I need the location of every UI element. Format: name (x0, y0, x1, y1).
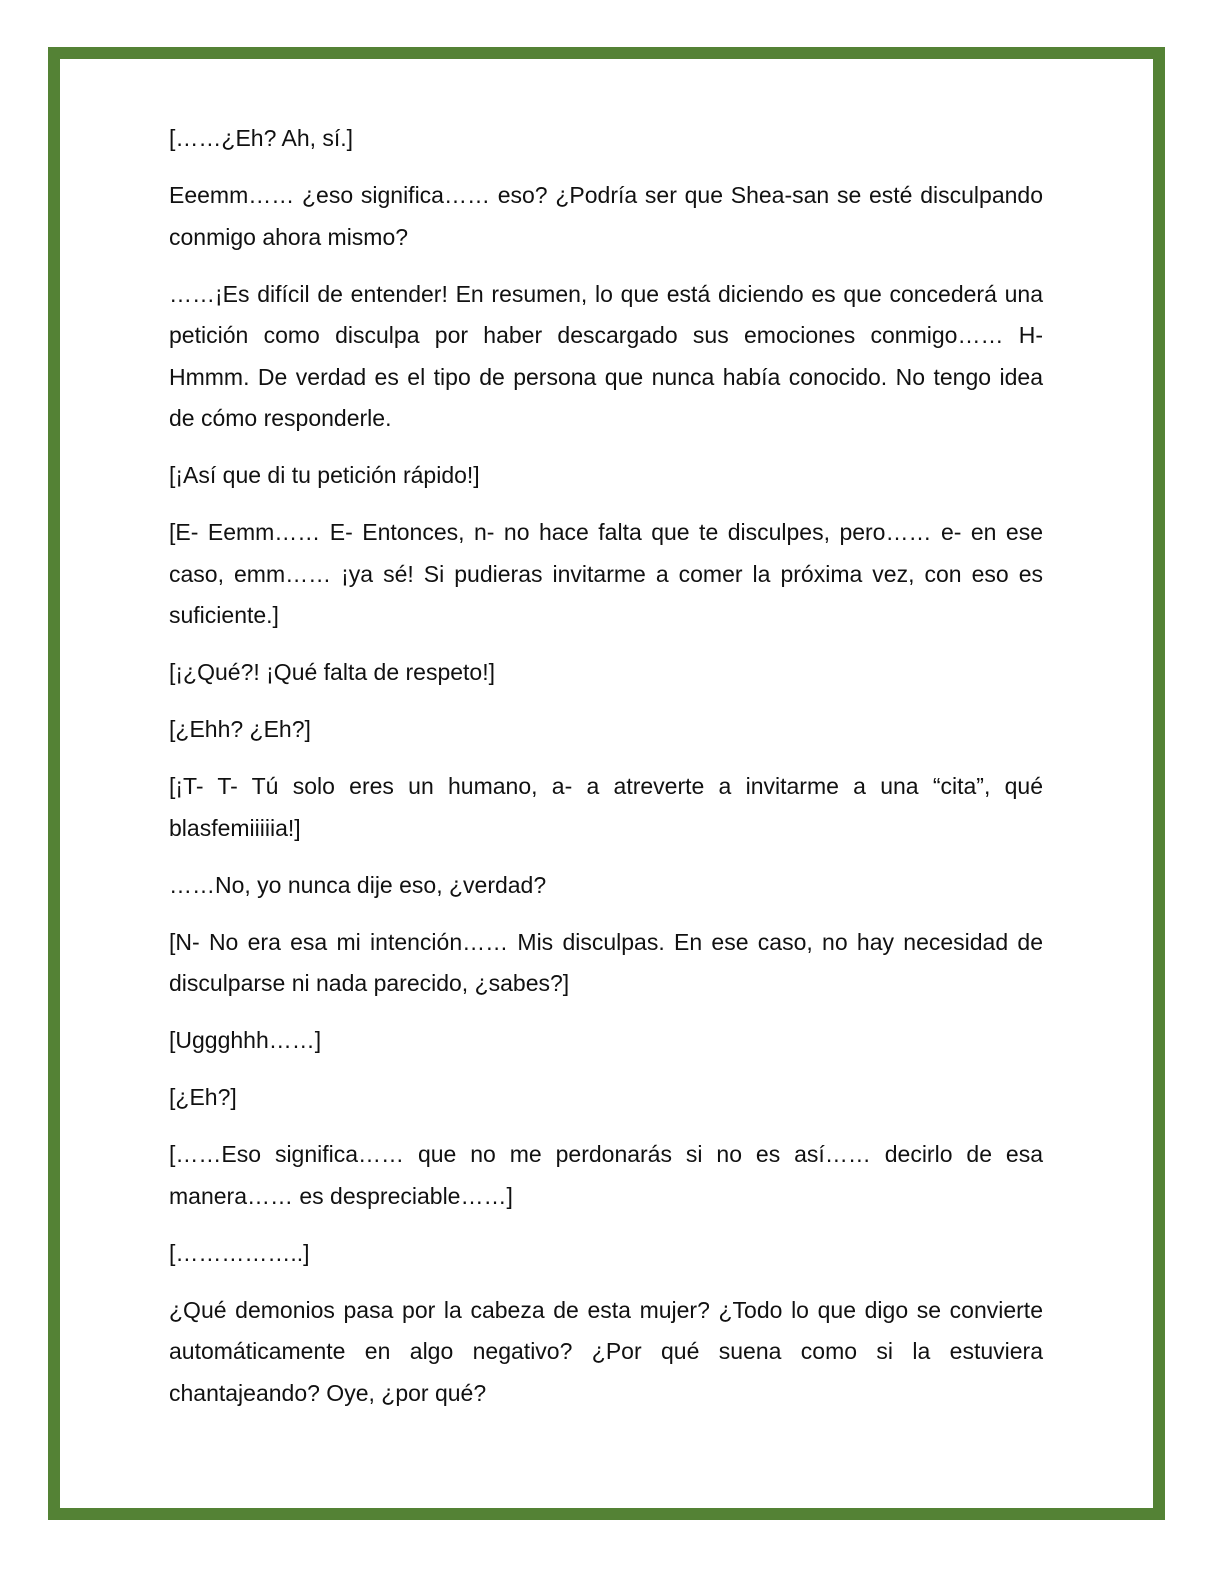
paragraph: [……¿Eh? Ah, sí.] (169, 125, 354, 151)
paragraph: [Uggghhh……] (169, 1027, 322, 1053)
paragraph: [¡T- T- Tú solo eres un humano, a- a atreverte a invitarme a una “cita”, qué blasfemiiiiia!] (169, 773, 1043, 841)
paragraph: ¿Qué demonios pasa por la cabeza de esta mujer? ¿Todo lo que digo se convierte automáticamente en algo negativo? ¿Por qué suena como si la estuviera chantajeando? Oye, ¿por qué? (169, 1296, 1043, 1406)
paragraph: [¡Así que di tu petición rápido!] (169, 462, 480, 488)
paragraph: [¡¿Qué?! ¡Qué falta de respeto!] (169, 659, 495, 685)
paragraph: [¿Eh?] (169, 1084, 237, 1110)
paragraph: [¿Ehh? ¿Eh?] (169, 716, 311, 742)
paragraph: [……Eso significa…… que no me perdonarás si no es así…… decirlo de esa manera…… es despreciable……] (169, 1141, 1043, 1209)
paragraph: [E- Eemm…… E- Entonces, n- no hace falta que te disculpes, pero…… e- en ese caso, emm…… ¡ya sé! Si pudieras invitarme a comer la próxima vez, con eso es suficiente.] (169, 519, 1043, 628)
paragraph: Eeemm…… ¿eso significa…… eso? ¿Podría ser que Shea-san se esté disculpando conmigo ahora mismo? (169, 182, 1043, 250)
document-body (169, 118, 1043, 1430)
paragraph: ……¡Es difícil de entender! En resumen, lo que está diciendo es que concederá una petición como disculpa por haber descargado sus emociones conmigo…… H- Hmmm. De verdad es el tipo de persona que nunca había conocido. No tengo idea de cómo responderle. (169, 280, 1043, 431)
paragraph: [N- No era esa mi intención…… Mis disculpas. En ese caso, no hay necesidad de disculparse ni nada parecido, ¿sabes?] (169, 928, 1043, 996)
paragraph: ……No, yo nunca dije eso, ¿verdad? (169, 871, 547, 898)
paragraph: [……………..] (169, 1239, 310, 1266)
